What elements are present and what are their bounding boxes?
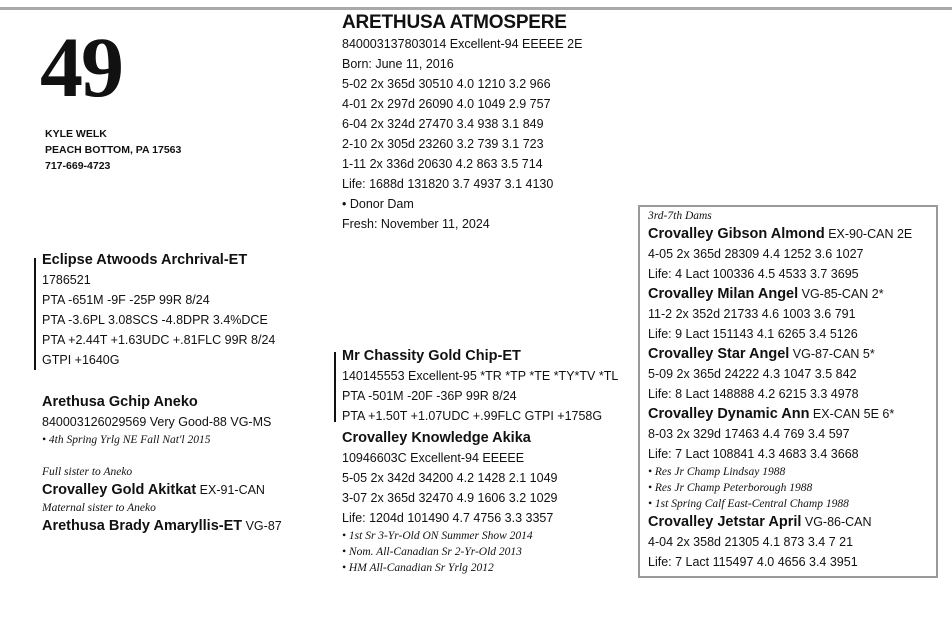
- sire-pta-line: PTA +2.44T +1.63UDC +.81FLC 99R 8/24: [42, 333, 276, 347]
- dam-entry-name: Crovalley Gibson Almond: [648, 226, 825, 242]
- consignor-address: PEACH BOTTOM, PA 17563: [45, 144, 182, 156]
- lifetime-record: Life: 7 Lact 115497 4.0 4656 3.4 3951: [648, 555, 858, 569]
- dams-box-header: 3rd-7th Dams: [648, 210, 712, 222]
- dam-entry-award: • 1st Spring Calf East-Central Champ 1988: [648, 496, 912, 512]
- sibling-score: EX-91-CAN: [196, 483, 265, 497]
- dams-list: [648, 208, 912, 572]
- main-animal: [342, 12, 582, 234]
- consignor-block: [45, 126, 181, 174]
- lifetime-record: Life: 9 Lact 151143 4.1 6265 3.4 5126: [648, 327, 858, 341]
- mgs-line: 140145553 Excellent-95 *TR *TP *TE *TY*TV *TL: [342, 369, 619, 383]
- lifetime-record: Life: 7 Lact 108841 4.3 4683 3.4 3668: [648, 447, 859, 461]
- record-line: 1-11 2x 336d 20630 4.2 863 3.5 714: [342, 157, 543, 171]
- dam-entry-award: • Res Jr Champ Peterborough 1988: [648, 480, 912, 496]
- lifetime-record: Life: 1204d 101490 4.7 4756 3.3 3357: [342, 511, 554, 525]
- record-line: 8-03 2x 329d 17463 4.4 769 3.4 597: [648, 427, 850, 441]
- record-line: 5-09 2x 365d 24222 4.3 1047 3.5 842: [648, 367, 857, 381]
- mgs-line: PTA -501M -20F -36P 99R 8/24: [342, 389, 517, 403]
- animal-name: ARETHUSA ATMOSPERE: [342, 12, 567, 33]
- record-line: 3-07 2x 365d 32470 4.9 1606 3.2 1029: [342, 491, 558, 505]
- grand-dam-award: • 1st Sr 3-Yr-Old ON Summer Show 2014: [342, 528, 557, 544]
- lifetime-record: Life: 8 Lact 148888 4.2 6215 3.3 4978: [648, 387, 859, 401]
- sire-pta-line: PTA -651M -9F -25P 99R 8/24: [42, 293, 210, 307]
- sire-registration: 1786521: [42, 273, 91, 287]
- lot-number: 49: [40, 19, 122, 115]
- mgs-line: PTA +1.50T +1.07UDC +.99FLC GTPI +1758G: [342, 409, 603, 423]
- donor-note: • Donor Dam: [342, 194, 582, 214]
- sibling-score: VG-87: [242, 519, 282, 533]
- animal-registration: 840003137803014 Excellent-94 EEEEE 2E: [342, 37, 583, 51]
- grand-dam-name: Crovalley Knowledge Akika: [342, 430, 531, 446]
- record-line: 11-2 2x 352d 21733 4.6 1003 3.6 791: [648, 307, 856, 321]
- dam-entry-name: Crovalley Milan Angel: [648, 286, 799, 302]
- lifetime-record: Life: 4 Lact 100336 4.5 4533 3.7 3695: [648, 267, 859, 281]
- sibling-label: Maternal sister to Aneko: [42, 502, 156, 514]
- sire-name: Eclipse Atwoods Archrival-ET: [42, 252, 248, 268]
- grand-dam-registration: 10946603C Excellent-94 EEEEE: [342, 451, 525, 465]
- consignor-name: KYLE WELK: [45, 128, 107, 140]
- dam-entry-name: Crovalley Star Angel: [648, 346, 790, 362]
- grand-dam-award: • Nom. All-Canadian Sr 2-Yr-Old 2013: [342, 544, 557, 560]
- dam-entry-score: VG-86-CAN: [801, 515, 872, 529]
- sire-gtpi: GTPI +1640G: [42, 353, 120, 367]
- sire-bracket: [34, 258, 36, 370]
- animal-born: Born: June 11, 2016: [342, 57, 454, 71]
- top-rule: [0, 7, 952, 10]
- sibling-label: Full sister to Aneko: [42, 466, 133, 478]
- record-line: 4-01 2x 297d 26090 4.0 1049 2.9 757: [342, 97, 551, 111]
- dam-entry-award: • Res Jr Champ Lindsay 1988: [648, 464, 912, 480]
- sire-block: [42, 250, 275, 370]
- dam-entry-score: VG-87-CAN 5*: [789, 347, 875, 361]
- sibling-name: Arethusa Brady Amaryllis-ET: [42, 518, 243, 534]
- sibling-name: Crovalley Gold Akitkat: [42, 482, 197, 498]
- record-line: 4-05 2x 365d 28309 4.4 1252 3.6 1027: [648, 247, 864, 261]
- record-line: 4-04 2x 358d 21305 4.1 873 3.4 7 21: [648, 535, 854, 549]
- lifetime-record: Life: 1688d 131820 3.7 4937 3.1 4130: [342, 177, 554, 191]
- grand-dam-block: [342, 428, 557, 576]
- siblings-block: [42, 464, 282, 536]
- dam-award: • 4th Spring Yrlg NE Fall Nat'l 2015: [42, 432, 271, 448]
- dam-entry-name: Crovalley Jetstar April: [648, 514, 802, 530]
- dam-name: Arethusa Gchip Aneko: [42, 394, 198, 410]
- dam-entry-name: Crovalley Dynamic Ann: [648, 406, 810, 422]
- dam-entry-score: EX-CAN 5E 6*: [809, 407, 895, 421]
- sire-pta-line: PTA -3.6PL 3.08SCS -4.8DPR 3.4%DCE: [42, 313, 268, 327]
- dam-entry-score: EX-90-CAN 2E: [824, 227, 913, 241]
- mgs-block: [342, 346, 618, 426]
- consignor-phone: 717-669-4723: [45, 160, 111, 172]
- record-line: 6-04 2x 324d 27470 3.4 938 3.1 849: [342, 117, 544, 131]
- fresh-date: Fresh: November 11, 2024: [342, 217, 490, 231]
- record-line: 2-10 2x 305d 23260 3.2 739 3.1 723: [342, 137, 544, 151]
- dam-registration: 840003126029569 Very Good-88 VG-MS: [42, 415, 272, 429]
- mgs-bracket: [334, 352, 336, 422]
- dam-entry-score: VG-85-CAN 2*: [798, 287, 884, 301]
- mgs-name: Mr Chassity Gold Chip-ET: [342, 348, 521, 364]
- grand-dam-award: • HM All-Canadian Sr Yrlg 2012: [342, 560, 557, 576]
- record-line: 5-05 2x 342d 34200 4.2 1428 2.1 1049: [342, 471, 558, 485]
- dam-block: [42, 392, 271, 448]
- record-line: 5-02 2x 365d 30510 4.0 1210 3.2 966: [342, 77, 551, 91]
